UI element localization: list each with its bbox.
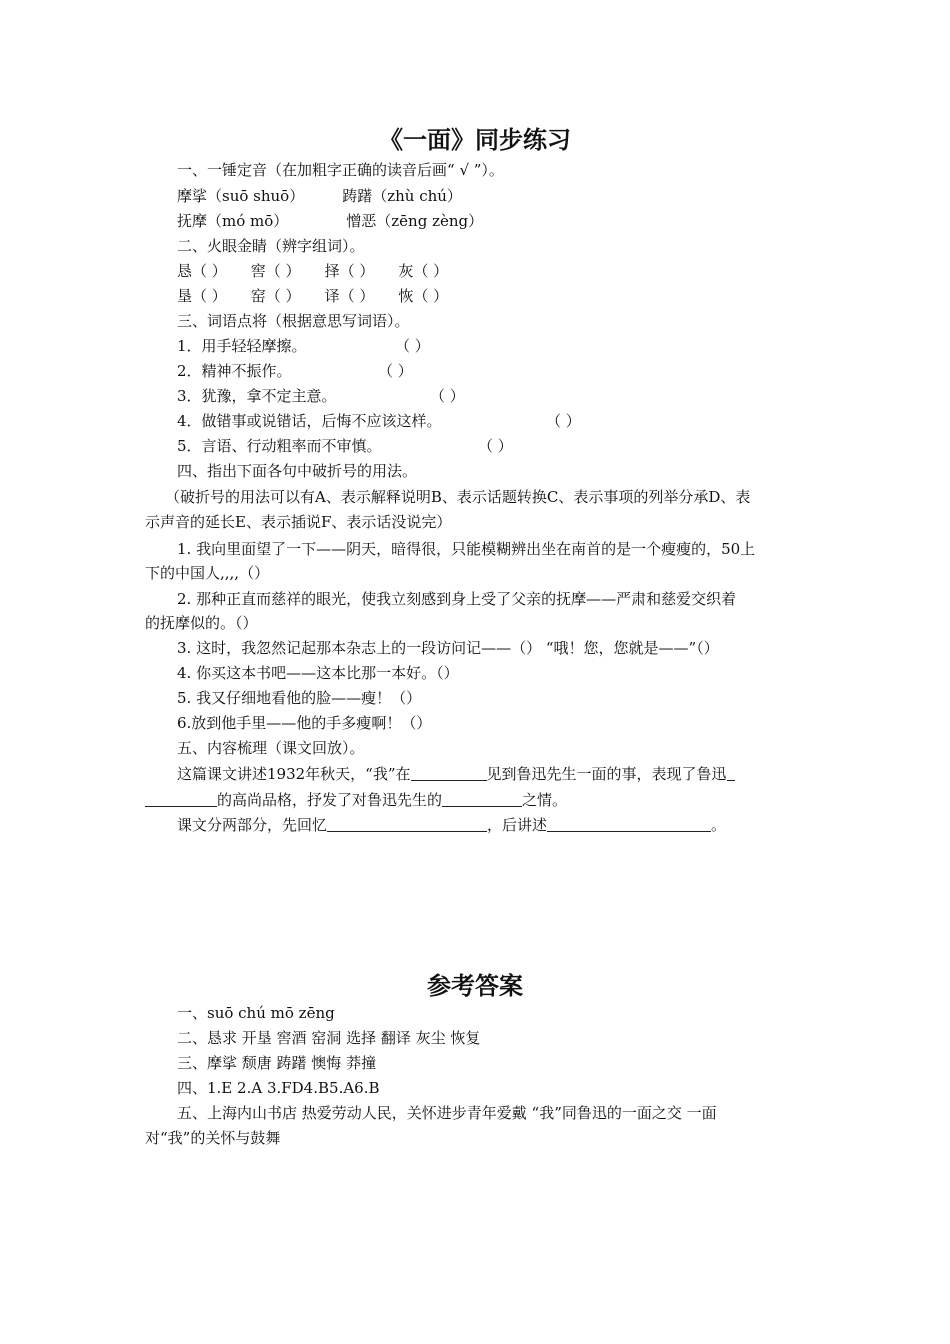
pinyin-item: 憎恶（zēng zèng） xyxy=(346,212,484,230)
paragraph-text: 的高尚品格，抒发了对鲁迅先生的 xyxy=(217,791,443,809)
fill-in-paragraph xyxy=(177,813,726,837)
char-item: 择（ ） xyxy=(324,262,375,280)
paragraph-text: 这篇课文讲述1932年秋天，“我”在 xyxy=(177,765,411,783)
section-1-row-1 xyxy=(177,184,462,208)
question: 1. 我向里面望了一下——阴天，暗得很，只能模糊辨出坐在南首的是一个瘦瘦的，50上 xyxy=(177,540,756,558)
section-1-heading: 一、一锤定音（在加粗字正确的读音后画“ √ ”）。 xyxy=(177,161,504,179)
section-1-row-2 xyxy=(177,209,483,233)
list-item xyxy=(177,409,442,433)
usage-note: 示声音的延长E、表示插说F、表示话没说完） xyxy=(145,513,452,531)
char-item: 灰（ ） xyxy=(398,262,449,280)
question: 5. 我又仔细地看他的脸——瘦！（） xyxy=(177,689,422,707)
section-2-heading: 二、火眼金睛（辨字组词）。 xyxy=(177,237,365,255)
answer-blank: （ ） xyxy=(478,437,513,455)
question: 3. 这时，我忽然记起那本杂志上的一段访问记——（） “哦！您，您就是——”（） xyxy=(177,639,719,657)
section-5-heading: 五、内容梳理（课文回放）。 xyxy=(177,739,365,757)
char-item: 窑（ ） xyxy=(250,287,301,305)
paragraph-text: 见到鲁迅先生一面的事，表现了鲁迅 xyxy=(486,765,727,783)
pinyin-item: 摩挲（suō shuō） xyxy=(177,187,305,205)
list-item xyxy=(177,384,337,408)
definition-text: 4．做错事或说错话，后悔不应该这样。 xyxy=(177,412,442,430)
section-3-heading: 三、词语点将（根据意思写词语）。 xyxy=(177,312,410,330)
answer-blank: （ ） xyxy=(395,337,430,355)
definition-text: 5．言语、行动粗率而不审慎。 xyxy=(177,437,382,455)
paragraph-text: ，后讲述 xyxy=(487,816,548,834)
char-item: 垦（ ） xyxy=(177,287,227,305)
fill-blank xyxy=(327,816,487,832)
answer-blank: （ ） xyxy=(378,362,413,380)
question: 4. 你买这本书吧——这本比那一本好。（） xyxy=(177,664,459,682)
answer-line: 四、1.E 2.A 3.FD4.B5.A6.B xyxy=(177,1079,380,1097)
char-item: 恢（ ） xyxy=(398,287,449,305)
definition-text: 1．用手轻轻摩擦。 xyxy=(177,337,307,355)
question: 的抚摩似的。（） xyxy=(145,614,258,632)
fill-blank xyxy=(547,816,711,832)
fill-blank xyxy=(411,765,487,781)
answers-title: 参考答案 xyxy=(427,972,523,1000)
definition-text: 2．精神不振作。 xyxy=(177,362,292,380)
answer-blank: （ ） xyxy=(430,387,465,405)
answer-line: 二、恳求 开垦 窖酒 窑洞 选择 翻译 灰尘 恢复 xyxy=(177,1029,481,1047)
question: 下的中国人,,,,（） xyxy=(145,564,270,582)
section-2-row-2 xyxy=(177,284,472,308)
char-item: 窖（ ） xyxy=(250,262,301,280)
pinyin-item: 踌躇（zhù chú） xyxy=(342,187,462,205)
fill-blank xyxy=(442,791,522,807)
fill-in-paragraph xyxy=(177,762,735,786)
fill-in-paragraph xyxy=(145,788,567,812)
page-title: 《一面》同步练习 xyxy=(379,126,571,154)
question: 2. 那种正直而慈祥的眼光，使我立刻感到身上受了父亲的抚摩——严肃和慈爱交织着 xyxy=(177,590,737,608)
fill-blank xyxy=(727,765,735,781)
list-item xyxy=(177,434,382,458)
list-item xyxy=(177,334,307,358)
char-item: 译（ ） xyxy=(324,287,375,305)
paragraph-text: 。 xyxy=(711,816,727,834)
list-item xyxy=(177,359,292,383)
usage-note: （破折号的用法可以有A、表示解释说明B、表示话题转换C、表示事项的列举分承D、表 xyxy=(165,488,751,506)
answer-line: 三、摩挲 颓唐 踌躇 懊悔 莽撞 xyxy=(177,1054,377,1072)
pinyin-item: 抚摩（mó mō） xyxy=(177,212,289,230)
fill-blank xyxy=(145,791,217,807)
paragraph-text: 之情。 xyxy=(522,791,568,809)
section-4-heading: 四、指出下面各句中破折号的用法。 xyxy=(177,462,418,480)
section-2-row-1 xyxy=(177,259,472,283)
answer-line: 一、suō chú mō zēng xyxy=(177,1004,335,1022)
question: 6.放到他手里——他的手多瘦啊！（） xyxy=(177,714,432,732)
answer-line: 对“我”的关怀与鼓舞 xyxy=(145,1129,281,1147)
paragraph-text: 课文分两部分，先回忆 xyxy=(177,816,328,834)
answer-blank: （ ） xyxy=(546,412,581,430)
definition-text: 3．犹豫，拿不定主意。 xyxy=(177,387,337,405)
char-item: 恳（ ） xyxy=(177,262,227,280)
answer-line: 五、上海内山书店 热爱劳动人民，关怀进步青年爱戴 “我”同鲁迅的一面之交 一面 xyxy=(177,1104,717,1122)
